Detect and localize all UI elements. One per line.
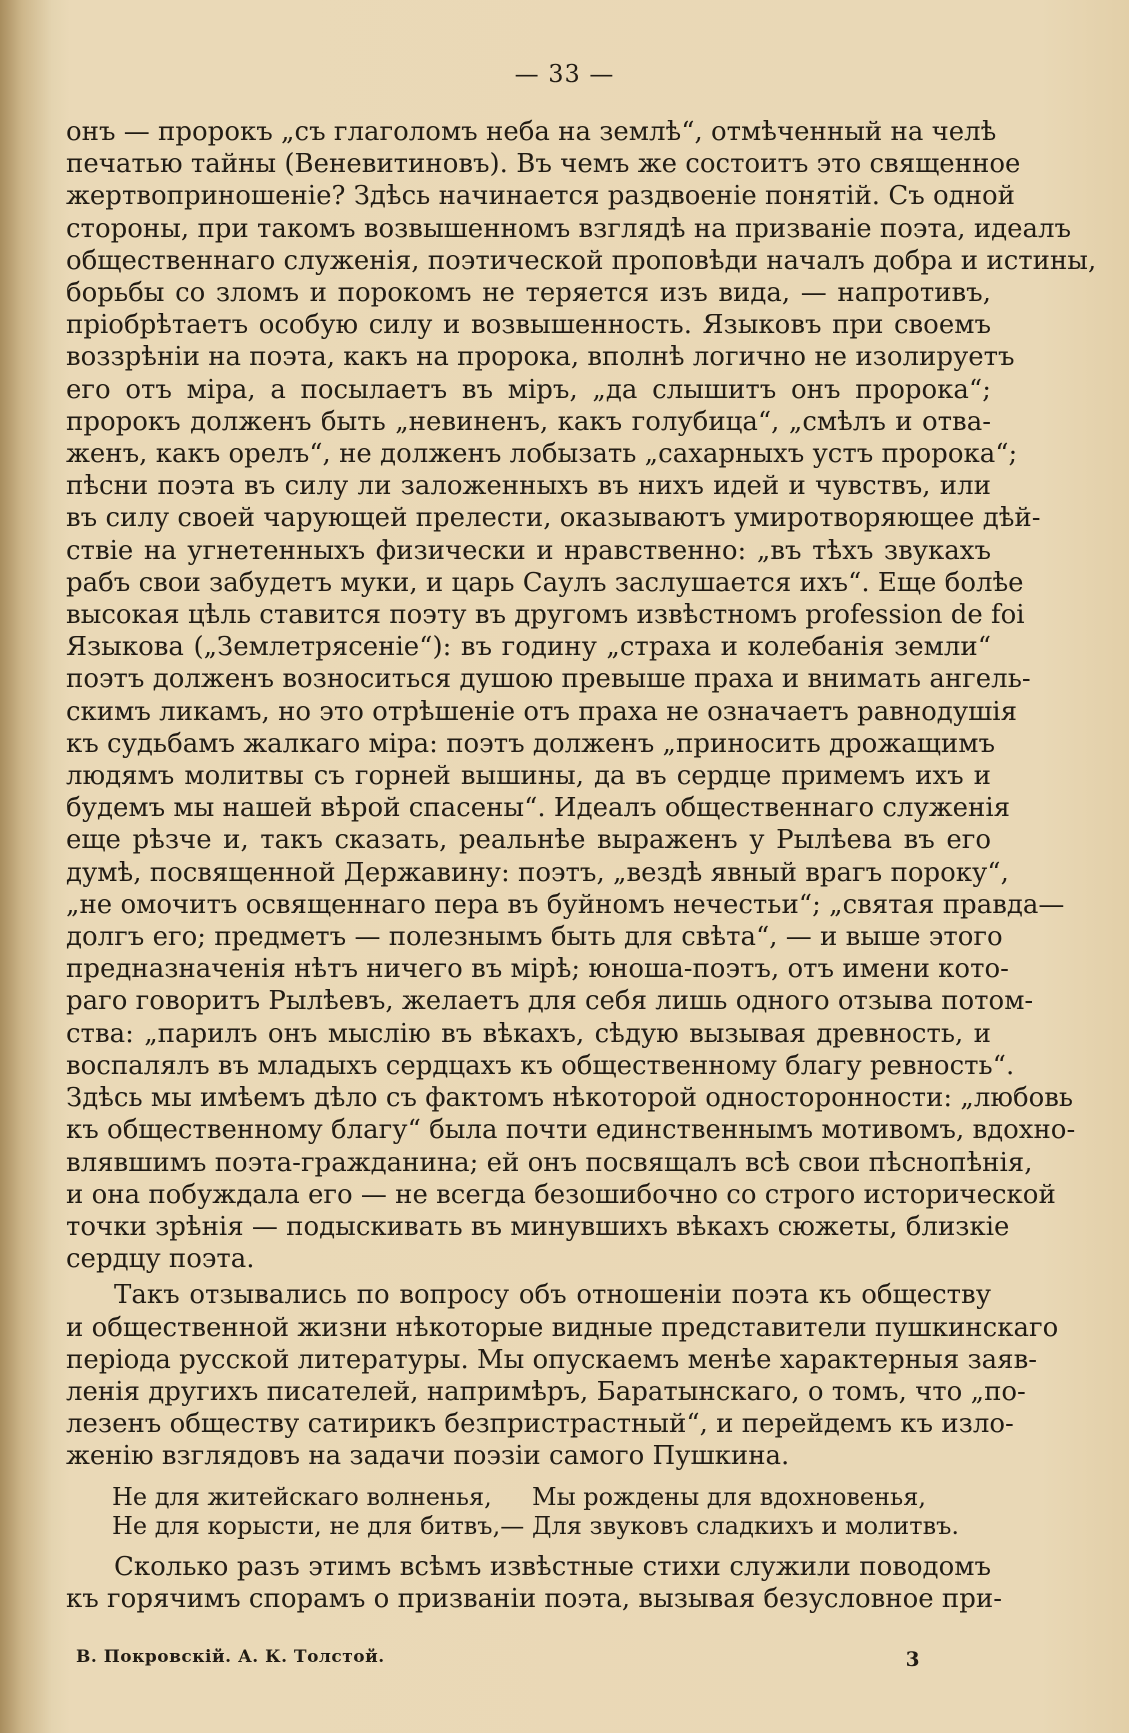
text-line: жертвоприношеніе? Здѣсь начинается раздвоеніе понятій. Съ одной [66, 181, 1015, 212]
text-line: общественнаго служенія, поэтической проповѣди началъ добра и истины, [66, 245, 1097, 276]
text-line: періода русской литературы. Мы опускаемъ менѣе характерныя заяв- [66, 1344, 1038, 1375]
text-line: пріобрѣтаетъ особую силу и возвышенность. Языковъ при своемъ [66, 310, 991, 341]
text-line: къ горячимъ спорамъ о призваніи поэта, вызывая безусловное при- [66, 1583, 1002, 1614]
text-line: сердцу поэта. [66, 1244, 255, 1275]
text-line: поэтъ долженъ возноситься душою превыше праха и внимать ангель- [66, 664, 1031, 695]
text-line: думѣ, посвященной Державину: поэтъ, „вездѣ явный врагъ пороку“, [66, 857, 1009, 888]
text-line: стороны, при такомъ возвышенномъ взглядѣ на призваніе поэта, идеалъ [66, 213, 1072, 244]
page-number: — 33 — [514, 60, 615, 88]
text-line: еще рѣзче и, такъ сказать, реальнѣе выраженъ у Рылѣева въ его [66, 825, 991, 856]
poem-quote [112, 1483, 972, 1541]
text-line: скимъ ликамъ, но это отрѣшеніе отъ праха не означаетъ равнодушія [66, 696, 1018, 727]
body-text [66, 112, 1097, 1615]
text-line: раго говоритъ Рылѣевъ, желаетъ для себя лишь одного отзыва потом- [66, 986, 1034, 1017]
text-line: воспалялъ въ младыхъ сердцахъ къ общественному благу ревность“. [66, 1050, 1015, 1081]
text-line: борьбы со зломъ и порокомъ не теряется изъ вида, — напротивъ, [66, 278, 991, 309]
text-line: долгъ его; предметъ — полезнымъ быть для свѣта“, — и выше этого [66, 922, 1003, 953]
paragraph [66, 1279, 1059, 1472]
text-line: Сколько разъ этимъ всѣмъ извѣстные стихи служили поводомъ [114, 1551, 991, 1582]
poem-row [112, 1512, 972, 1541]
text-line: лезенъ обществу сатирикъ безпристрастный“, и перейдемъ къ изло- [66, 1409, 1014, 1440]
text-line: рабъ свои забудетъ муки, и царь Саулъ заслушается ихъ“. Еще болѣе [66, 567, 1024, 598]
text-line: онъ — пророкъ „съ глаголомъ неба на землѣ“, отмѣченный на челѣ [66, 117, 997, 147]
signature-mark: 3 [905, 1647, 920, 1671]
text-line: и она побуждала его — не всегда безошибочно со строго исторической [66, 1179, 1056, 1210]
closing-paragraph [66, 1551, 1002, 1615]
text-line: женію взглядовъ на задачи поэзіи самого Пушкина. [66, 1441, 790, 1472]
poem-row [112, 1483, 972, 1512]
text-line: ленія другихъ писателей, напримѣръ, Баратынскаго, о томъ, что „по- [66, 1376, 1026, 1407]
text-line: точки зрѣнія — подыскивать въ минувшихъ вѣкахъ сюжеты, близкіе [66, 1211, 1010, 1242]
poem-verse: Мы рождены для вдохновенья, [532, 1482, 926, 1511]
text-line: высокая цѣль ставится поэту въ другомъ извѣстномъ profession de foi [66, 600, 1025, 631]
paragraph [66, 116, 1097, 1275]
poem-verse: Не для корысти, не для битвъ,— [112, 1511, 525, 1540]
text-line: Здѣсь мы имѣемъ дѣло съ фактомъ нѣкоторой односторонности: „любовь [66, 1083, 1074, 1114]
text-line: и общественной жизни нѣкоторые видные представители пушкинскаго [66, 1312, 1059, 1343]
text-line: къ судьбамъ жалкаго міра: поэтъ долженъ „приносить дрожащимъ [66, 728, 995, 759]
paragraphs [66, 116, 1097, 1473]
text-line: Языкова („Землетрясеніе“): въ годину „страха и колебанія земли“ [66, 632, 991, 663]
text-line: влявшимъ поэта-гражданина; ей онъ посвящалъ всѣ свои пѣснопѣнія, [66, 1147, 1033, 1178]
text-line: пѣсни поэта въ силу ли заложенныхъ въ нихъ идей и чувствъ, или [66, 471, 991, 502]
text-line: женъ, какъ орелъ“, не долженъ лобызать „сахарныхъ устъ пророка“; [66, 439, 1018, 470]
text-line: въ силу своей чарующей прелести, оказываютъ умиротворяющее дѣй- [66, 503, 1041, 534]
text-line: предназначенія нѣтъ ничего въ мірѣ; юноша-поэтъ, отъ имени кото- [66, 954, 1009, 985]
text-line: пророкъ долженъ быть „невиненъ, какъ голубица“, „смѣлъ и отва- [66, 406, 991, 437]
poem-verse: Для звуковъ сладкихъ и молитвъ. [532, 1511, 959, 1540]
text-line: къ общественному благу“ была почти единственнымъ мотивомъ, вдохно- [66, 1115, 1076, 1146]
text-line: будемъ мы нашей вѣрой спасены“. Идеалъ общественнаго служенія [66, 793, 1011, 824]
text-line: ствіе на угнетенныхъ физически и нравственно: „въ тѣхъ звукахъ [66, 535, 991, 566]
text-line: воззрѣніи на поэта, какъ на пророка, вполнѣ логично не изолируетъ [66, 342, 1015, 373]
page-footer [76, 1647, 920, 1671]
running-title: В. Покровскій. А. К. Толстой. [76, 1647, 385, 1667]
text-line: печатью тайны (Веневитиновъ). Въ чемъ же состоитъ это священное [66, 149, 1021, 180]
text-line: людямъ молитвы съ горней вышины, да въ сердце примемъ ихъ и [66, 761, 991, 792]
text-line: „не омочитъ освященнаго пера въ буйномъ нечестьи“; „святая правда— [66, 889, 1065, 920]
poem-verse: Не для житейскаго волненья, [112, 1482, 492, 1511]
text-line: Такъ отзывались по вопросу объ отношеніи поэта къ обществу [114, 1280, 991, 1311]
text-line: его отъ міра, а посылаетъ въ міръ, „да слышитъ онъ пророка“; [66, 374, 991, 405]
text-line: ства: „парилъ онъ мыслію въ вѣкахъ, сѣдую вызывая древность, и [66, 1018, 991, 1049]
